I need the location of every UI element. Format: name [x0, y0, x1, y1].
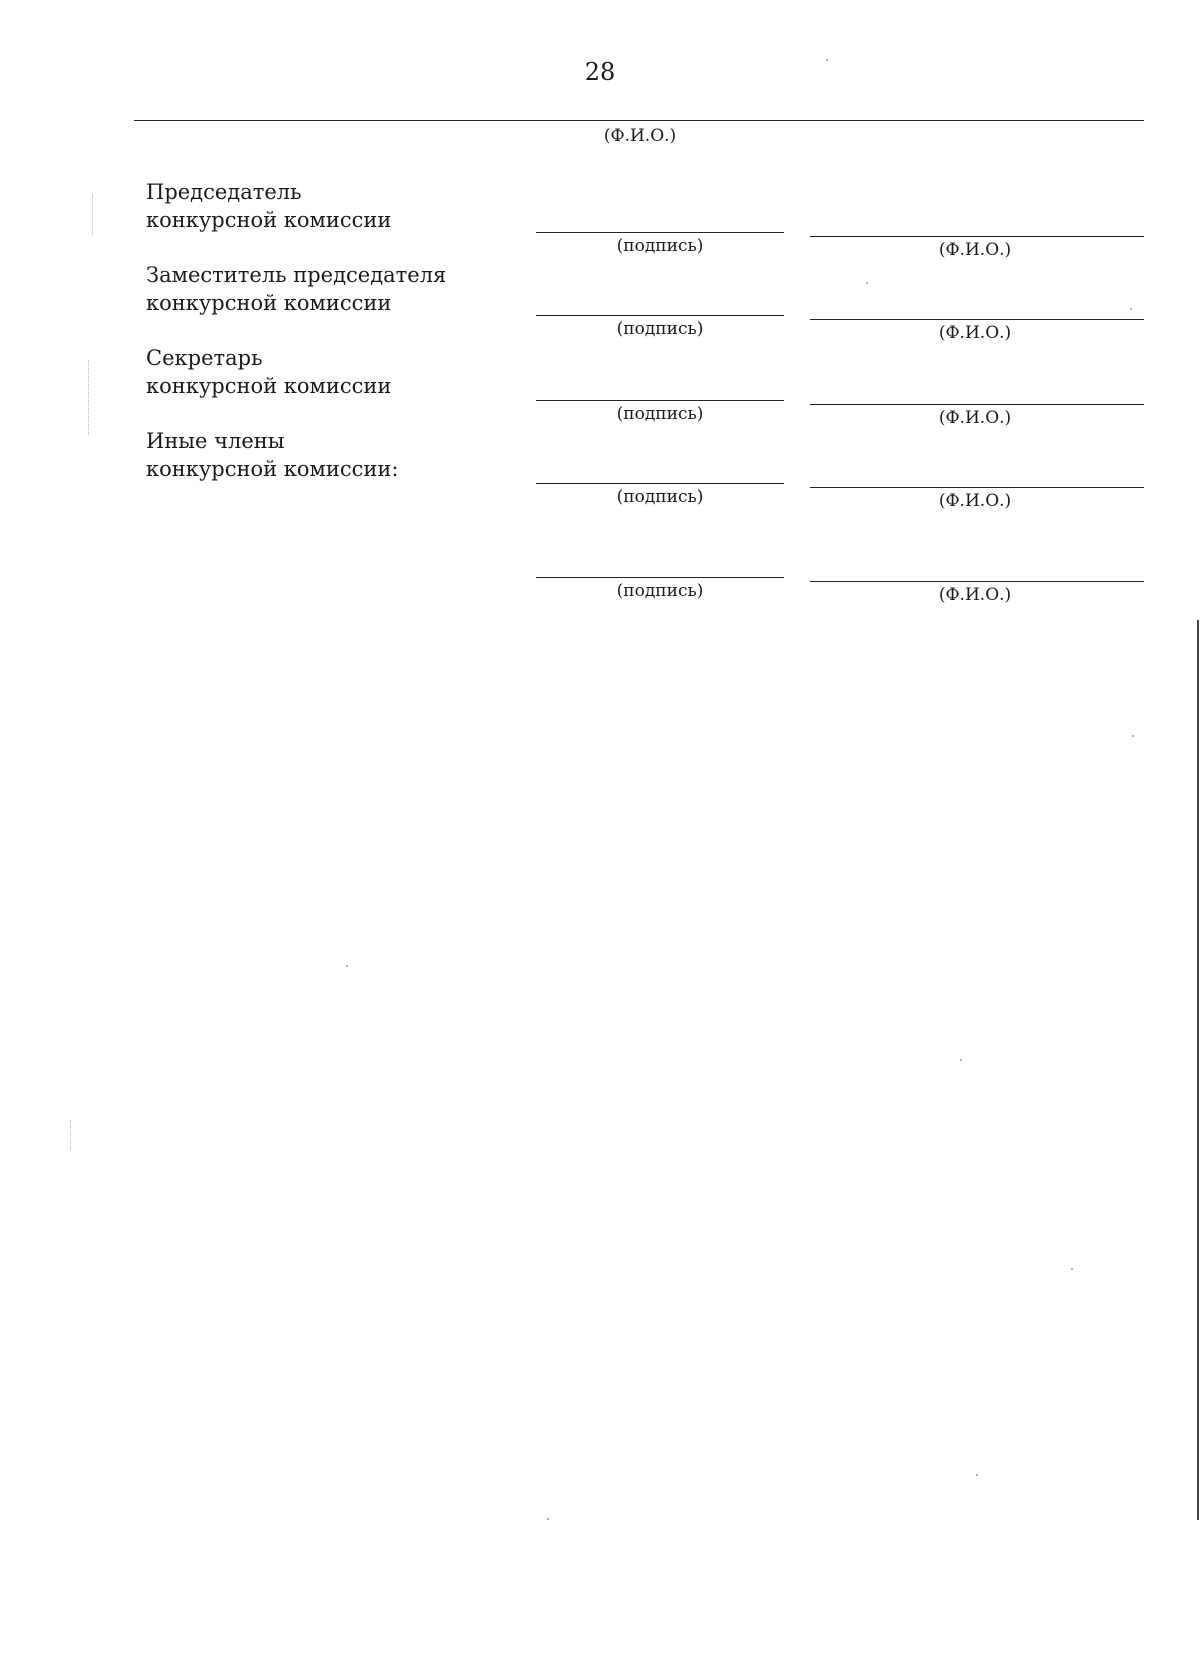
role-secretary [146, 344, 391, 400]
role-chairman-title: Председатель [146, 180, 302, 204]
role-chairman [146, 178, 391, 234]
member-1-name-line [810, 487, 1144, 488]
chairman-signature-line [536, 232, 784, 233]
top-name-caption: (Ф.И.О.) [603, 126, 677, 146]
role-other-members-commission: конкурсной комиссии: [146, 457, 399, 481]
page-number: 28 [584, 58, 616, 86]
scan-speck [547, 1518, 549, 1520]
scan-margin-mark [92, 195, 93, 235]
top-name-line [134, 120, 1144, 121]
scan-speck [826, 59, 828, 61]
scan-margin-mark [88, 360, 89, 435]
chairman-signature-caption: (подпись) [616, 236, 704, 256]
deputy-name-line [810, 319, 1144, 320]
secretary-name-line [810, 404, 1144, 405]
member-1-signature-line [536, 483, 784, 484]
member-2-signature-caption: (подпись) [616, 581, 704, 601]
member-2-name-line [810, 581, 1144, 582]
member-2-signature-line [536, 577, 784, 578]
secretary-signature-caption: (подпись) [616, 404, 704, 424]
scan-speck [346, 965, 348, 967]
role-other-members-title: Иные члены [146, 429, 285, 453]
secretary-name-caption: (Ф.И.О.) [938, 408, 1012, 428]
scan-speck [1071, 1268, 1073, 1270]
scan-speck [976, 1474, 978, 1476]
member-1-name-caption: (Ф.И.О.) [938, 491, 1012, 511]
member-1-signature-caption: (подпись) [616, 487, 704, 507]
secretary-signature-line [536, 400, 784, 401]
scan-speck [866, 282, 868, 284]
deputy-signature-caption: (подпись) [616, 319, 704, 339]
role-deputy-chairman-commission: конкурсной комиссии [146, 291, 392, 315]
member-2-name-caption: (Ф.И.О.) [938, 585, 1012, 605]
scan-speck [1132, 735, 1134, 737]
deputy-name-caption: (Ф.И.О.) [938, 323, 1012, 343]
role-chairman-commission: конкурсной комиссии [146, 208, 392, 232]
scan-margin-mark [70, 1120, 71, 1150]
scan-speck [1130, 308, 1132, 310]
chairman-name-caption: (Ф.И.О.) [938, 240, 1012, 260]
chairman-name-line [810, 236, 1144, 237]
scan-speck [960, 1059, 962, 1061]
role-secretary-title: Секретарь [146, 346, 263, 370]
role-deputy-chairman [146, 261, 446, 317]
scan-right-edge [1197, 620, 1199, 1520]
role-deputy-chairman-title: Заместитель председателя [146, 263, 447, 287]
role-secretary-commission: конкурсной комиссии [146, 374, 392, 398]
deputy-signature-line [536, 315, 784, 316]
role-other-members [146, 427, 398, 483]
